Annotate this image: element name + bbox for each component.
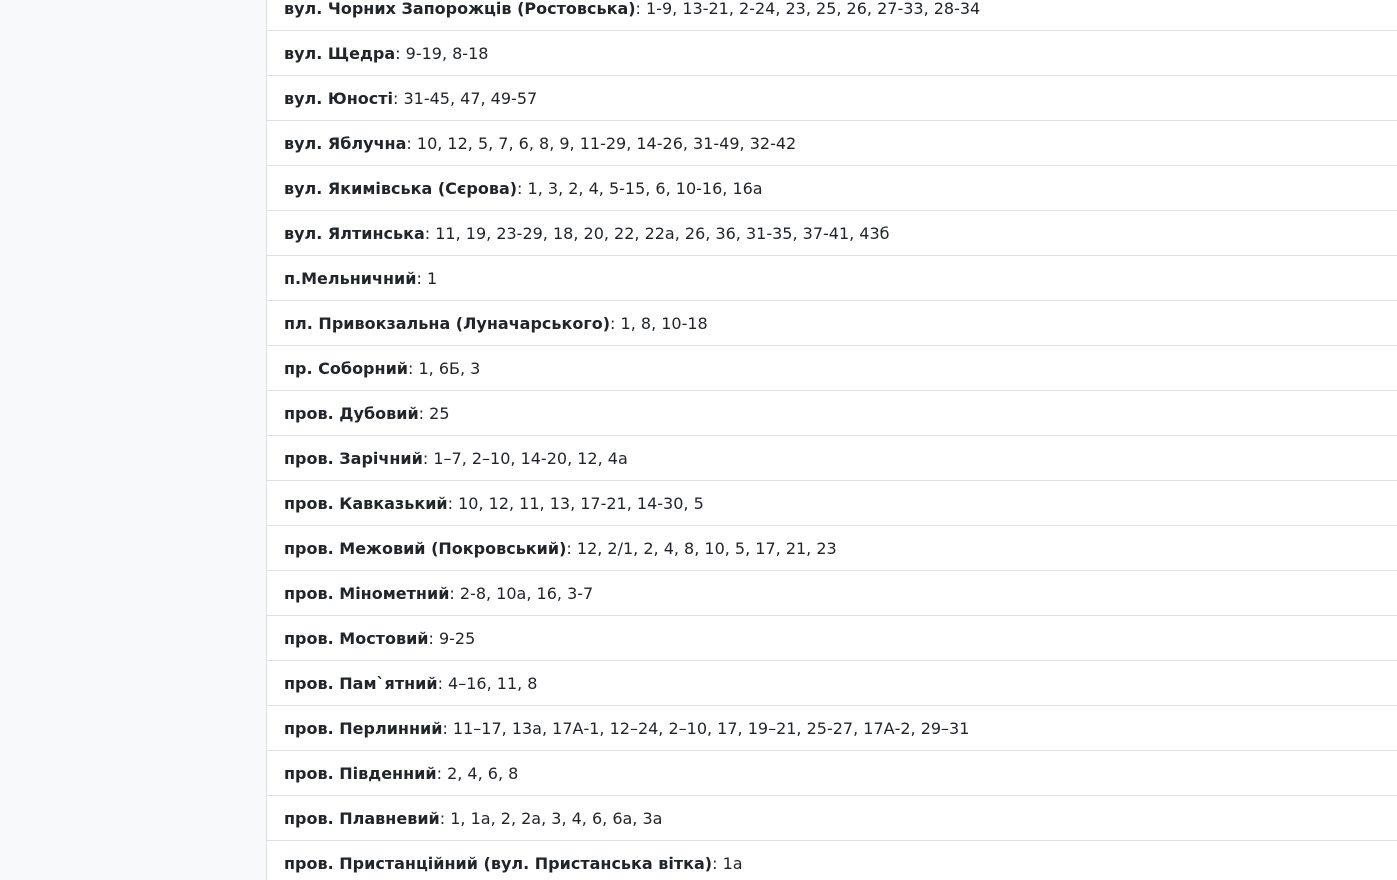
house-numbers: 31-45, 47, 49-57	[403, 88, 538, 108]
house-numbers: 1, 1а, 2, 2а, 3, 4, 6, 6а, 3а	[450, 808, 663, 828]
list-item: пров. Мостовий : 9-25	[267, 616, 1397, 661]
list-item: вул. Якимівська (Сєрова) : 1, 3, 2, 4, 5-15, 6, 10-16, 16а	[267, 166, 1397, 211]
street-name: вул. Чорних Запорожців (Ростовська)	[284, 0, 636, 18]
street-name: вул. Щедра	[284, 43, 396, 63]
street-name: пров. Пам`ятний	[284, 673, 438, 693]
street-name: вул. Якимівська (Сєрова)	[284, 178, 518, 198]
list-item: пров. Пристанційний (вул. Пристанська вітка) : 1а	[267, 841, 1397, 880]
house-numbers: 1, 8, 10-18	[620, 313, 708, 333]
list-item: пров. Перлинний : 11–17, 13а, 17А-1, 12–24, 2–10, 17, 19–21, 25-27, 17А-2, 29–31	[267, 706, 1397, 751]
house-numbers: 10, 12, 5, 7, 6, 8, 9, 11-29, 14-26, 31-49, 32-42	[416, 133, 797, 153]
street-name: пров. Мостовий	[284, 628, 429, 648]
street-name: вул. Юності	[284, 88, 393, 108]
street-name: пр. Соборний	[284, 358, 408, 378]
house-numbers: 10, 12, 11, 13, 17-21, 14-30, 5	[458, 493, 704, 513]
list-item: пров. Плавневий : 1, 1а, 2, 2а, 3, 4, 6, 6а, 3а	[267, 796, 1397, 841]
list-item: вул. Юності : 31-45, 47, 49-57	[267, 76, 1397, 121]
house-numbers: 1, 3, 2, 4, 5-15, 6, 10-16, 16а	[527, 178, 763, 198]
list-item: вул. Яблучна : 10, 12, 5, 7, 6, 8, 9, 11-29, 14-26, 31-49, 32-42	[267, 121, 1397, 166]
house-numbers: 1-9, 13-21, 2-24, 23, 25, 26, 27-33, 28-34	[646, 0, 981, 18]
house-numbers: 1а	[722, 853, 743, 873]
list-item: пр. Соборний : 1, 6Б, 3	[267, 346, 1397, 391]
house-numbers: 1, 6Б, 3	[418, 358, 481, 378]
list-item: вул. Щедра : 9-19, 8-18	[267, 31, 1397, 76]
street-name: пров. Кавказький	[284, 493, 448, 513]
list-item: пров. Пам`ятний : 4–16, 11, 8	[267, 661, 1397, 706]
street-name: пров. Пристанційний (вул. Пристанська вітка)	[284, 853, 713, 873]
list-item: пров. Південний : 2, 4, 6, 8	[267, 751, 1397, 796]
list-item: пров. Дубовий : 25	[267, 391, 1397, 436]
street-name: пров. Межовий (Покровський)	[284, 538, 567, 558]
street-name: пл. Привокзальна (Луначарського)	[284, 313, 611, 333]
street-name: пров. Зарічний	[284, 448, 423, 468]
left-sidebar	[0, 0, 267, 880]
house-numbers: 4–16, 11, 8	[448, 673, 538, 693]
street-name: пров. Мінометний	[284, 583, 450, 603]
list-item: пров. Зарічний : 1–7, 2–10, 14-20, 12, 4а	[267, 436, 1397, 481]
list-item: вул. Чорних Запорожців (Ростовська) : 1-9, 13-21, 2-24, 23, 25, 26, 27-33, 28-34	[267, 0, 1397, 31]
house-numbers: 9-25	[438, 628, 476, 648]
list-item: пров. Межовий (Покровський) : 12, 2/1, 2, 4, 8, 10, 5, 17, 21, 23	[267, 526, 1397, 571]
list-item: пл. Привокзальна (Луначарського) : 1, 8, 10-18	[267, 301, 1397, 346]
list-item: пров. Мінометний : 2-8, 10а, 16, 3-7	[267, 571, 1397, 616]
house-numbers: 1–7, 2–10, 14-20, 12, 4а	[433, 448, 628, 468]
house-numbers: 2-8, 10а, 16, 3-7	[459, 583, 594, 603]
house-numbers: 9-19, 8-18	[405, 43, 489, 63]
street-name: п.Мельничний	[284, 268, 417, 288]
street-name: пров. Перлинний	[284, 718, 443, 738]
house-numbers: 25	[429, 403, 450, 423]
list-item: вул. Ялтинська : 11, 19, 23-29, 18, 20, 22, 22а, 26, 36, 31-35, 37-41, 43б	[267, 211, 1397, 256]
list-item: пров. Кавказький : 10, 12, 11, 13, 17-21, 14-30, 5	[267, 481, 1397, 526]
street-name: пров. Плавневий	[284, 808, 440, 828]
street-list	[267, 0, 1397, 880]
list-item: п.Мельничний : 1	[267, 256, 1397, 301]
street-name: пров. Південний	[284, 763, 437, 783]
street-name: вул. Яблучна	[284, 133, 407, 153]
house-numbers: 2, 4, 6, 8	[447, 763, 519, 783]
house-numbers: 12, 2/1, 2, 4, 8, 10, 5, 17, 21, 23	[576, 538, 837, 558]
house-numbers: 11–17, 13а, 17А-1, 12–24, 2–10, 17, 19–21, 25-27, 17А-2, 29–31	[452, 718, 970, 738]
street-name: пров. Дубовий	[284, 403, 419, 423]
house-numbers: 11, 19, 23-29, 18, 20, 22, 22а, 26, 36, 31-35, 37-41, 43б	[435, 223, 890, 243]
house-numbers: 1	[426, 268, 438, 288]
street-name: вул. Ялтинська	[284, 223, 425, 243]
